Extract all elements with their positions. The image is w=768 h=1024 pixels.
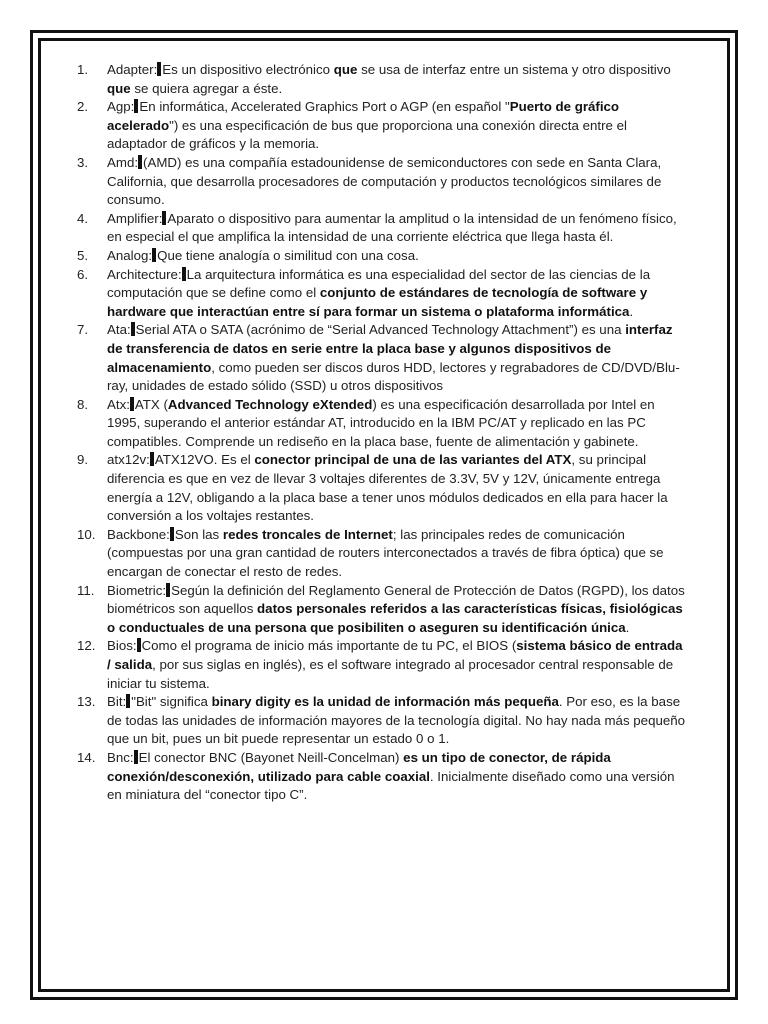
item-term: Bios: [107, 638, 137, 654]
highlight-marker [162, 211, 166, 225]
bold-text: datos personales referidos a las características físicas, fisiológicas o conductuales de una persona que posibiliten o aseguren su identificación única [107, 601, 683, 635]
item-term: Adapter: [107, 62, 158, 77]
item-number: 2. [77, 99, 89, 115]
item-body [107, 61, 689, 98]
highlight-marker [134, 750, 138, 764]
highlight-marker [126, 694, 130, 708]
highlight-marker [130, 397, 134, 411]
definition-text: se usa de interfaz entre un sistema y otro dispositivo [357, 62, 671, 77]
glossary-item [77, 247, 689, 266]
definition-text: Que tiene analogía o similitud con una cosa. [157, 247, 419, 263]
bold-text: es un tipo de conector, de rápida conexión/desconexión, utilizado para cable coaxial [107, 749, 611, 784]
glossary-item [77, 321, 689, 395]
definition-text: . [629, 303, 634, 319]
definition-text: Como el programa de inicio más importante de tu PC, el BIOS ( [141, 638, 517, 654]
bold-text: redes troncales de Internet [222, 526, 393, 542]
definition-text: Son las [174, 526, 223, 542]
item-number: 5. [77, 247, 89, 263]
definition-text: , por sus siglas en inglés), es el software integrado al procesador central responsable de iniciar tu sistema. [107, 657, 674, 691]
bold-text: conjunto de estándares de tecnología de software y hardware que interactúan entre sí para formar un sistema o plataforma informática [107, 285, 648, 319]
item-term: Analog: [107, 247, 153, 263]
item-term: Ata: [107, 322, 131, 338]
bold-text: binary digity es la unidad de información más pequeña [211, 694, 559, 710]
highlight-marker [134, 99, 138, 113]
bold-text: interfaz de transferencia de datos en serie entre la placa base y algunos dispositivos de almacenamiento [107, 322, 673, 375]
item-body [107, 451, 689, 525]
item-body [107, 637, 689, 693]
item-number: 14. [77, 749, 96, 765]
item-term: Biometric: [107, 582, 167, 598]
highlight-marker [137, 638, 141, 652]
item-body [107, 266, 689, 322]
item-term: Amplifier: [107, 210, 163, 226]
item-body [107, 98, 689, 154]
item-body [107, 749, 689, 805]
item-term: Amd: [107, 154, 139, 170]
definition-text: ATX12VO. Es el [154, 452, 255, 468]
item-body [107, 321, 689, 395]
definition-text: Es un dispositivo electrónico [162, 62, 334, 77]
bold-text: Advanced Technology eXtended [167, 396, 373, 412]
definition-text: (AMD) es una compañía estadounidense de semiconductores con sede en Santa Clara, California, que desarrolla procesadores de computación y productos tecnológicos similares de consumo. [107, 154, 662, 208]
item-body [107, 154, 689, 210]
highlight-marker [170, 527, 174, 541]
item-term: Agp: [107, 99, 135, 115]
glossary-item [77, 451, 689, 525]
item-number: 12. [77, 638, 96, 654]
item-body [107, 582, 689, 638]
item-number: 7. [77, 322, 89, 338]
glossary-item [77, 396, 689, 452]
highlight-marker [157, 62, 161, 76]
document-border-outer [30, 30, 738, 1000]
item-number: 9. [77, 452, 89, 468]
definition-text: se quiera agregar a éste. [130, 80, 283, 96]
item-term: Architecture: [107, 266, 182, 282]
item-number: 13. [77, 694, 96, 710]
item-body [107, 396, 689, 452]
highlight-marker [150, 452, 154, 466]
definition-text: El conector BNC (Bayonet Neill-Concelman) [138, 749, 404, 765]
glossary-item [77, 582, 689, 638]
glossary-item [77, 98, 689, 154]
item-term: Backbone: [107, 526, 170, 542]
bold-text: conector principal de una de las variantes del ATX [254, 452, 572, 468]
glossary-item [77, 637, 689, 693]
bold-text: sistema básico de entrada / salida [107, 638, 683, 672]
item-number: 8. [77, 396, 89, 412]
glossary-item [77, 61, 689, 98]
highlight-marker [131, 322, 135, 336]
highlight-marker [166, 583, 170, 597]
definition-text: "Bit" significa [131, 694, 212, 710]
glossary-item [77, 210, 689, 247]
glossary-list [77, 61, 689, 805]
glossary-item [77, 749, 689, 805]
definition-text: ATX ( [134, 396, 168, 412]
item-term: Bnc: [107, 749, 134, 765]
item-term: atx12v: [107, 452, 150, 468]
definition-text: La arquitectura informática es una especialidad del sector de las ciencias de la computación que se define como el [107, 266, 651, 301]
definition-text: En informática, Accelerated Graphics Port o AGP (en español " [139, 99, 510, 115]
highlight-marker [138, 155, 142, 169]
highlight-marker [152, 248, 156, 262]
definition-text: . [625, 619, 630, 635]
definition-text: Aparato o dispositivo para aumentar la amplitud o la intensidad de un fenómeno físico, en especial el que amplifica la intensidad de una corriente eléctrica que llega hasta él. [107, 210, 677, 245]
item-number: 1. [77, 62, 89, 77]
item-number: 10. [77, 526, 96, 542]
item-number: 11. [77, 582, 95, 598]
item-body [107, 693, 689, 749]
glossary-item [77, 266, 689, 322]
highlight-marker [182, 267, 186, 281]
glossary-item [77, 526, 689, 582]
item-term: Atx: [107, 396, 130, 412]
definition-text: . Por eso, es la base de todas las unidades de información mayores de la tecnología digital. No hay nada más pequeño que un bit, pues un bit puede representar un estado 0 o 1. [107, 694, 686, 747]
item-body [107, 210, 689, 247]
definition-text: , como pueden ser discos duros HDD, lectores y regrabadores de CD/DVD/Blu-ray, unidades de estado sólido (SSD) u otros dispositivos [107, 359, 680, 394]
item-term: Bit: [107, 694, 127, 710]
item-body [107, 526, 689, 582]
bold-text: que [333, 62, 358, 77]
glossary-item [77, 693, 689, 749]
glossary-item [77, 154, 689, 210]
definition-text: Según la definición del Reglamento General de Protección de Datos (RGPD), los datos biométricos son aquellos [107, 582, 685, 617]
definition-text: ") es una especificación de bus que proporciona una conexión directa entre el adaptador de gráficos y la memoria. [107, 117, 627, 152]
definition-text: , su principal diferencia es que en vez de llevar 3 voltajes diferentes de 3.3V, 5V y 12V, únicamente entrega energía a 12V, obligando a la placa base a tener unos módulos dedicados en ella para hacer la conversión a los voltajes restantes. [107, 452, 668, 524]
definition-text: Serial ATA o SATA (acrónimo de “Serial Advanced Technology Attachment”) es una [135, 322, 626, 338]
item-number: 6. [77, 266, 89, 282]
bold-text: que [107, 80, 131, 96]
definition-text: . Inicialmente diseñado como una versión en miniatura del “conector tipo C”. [107, 768, 675, 803]
definition-text: ; las principales redes de comunicación (compuestas por una gran cantidad de routers interconectados a través de fibra óptica) que se encargan de conectar el resto de redes. [107, 526, 664, 580]
item-number: 3. [77, 154, 89, 170]
item-body [107, 247, 689, 266]
definition-text: ) es una especificación desarrollada por Intel en 1995, superando el anterior estándar AT, introducido en la IBM PC/AT y replicado en las PC compatibles. Comprende un rediseño en la placa base, fuente de alimentación y gabinete. [107, 396, 655, 449]
bold-text: Puerto de gráfico acelerado [107, 99, 620, 133]
document-border-inner [38, 38, 730, 992]
item-number: 4. [77, 210, 89, 226]
